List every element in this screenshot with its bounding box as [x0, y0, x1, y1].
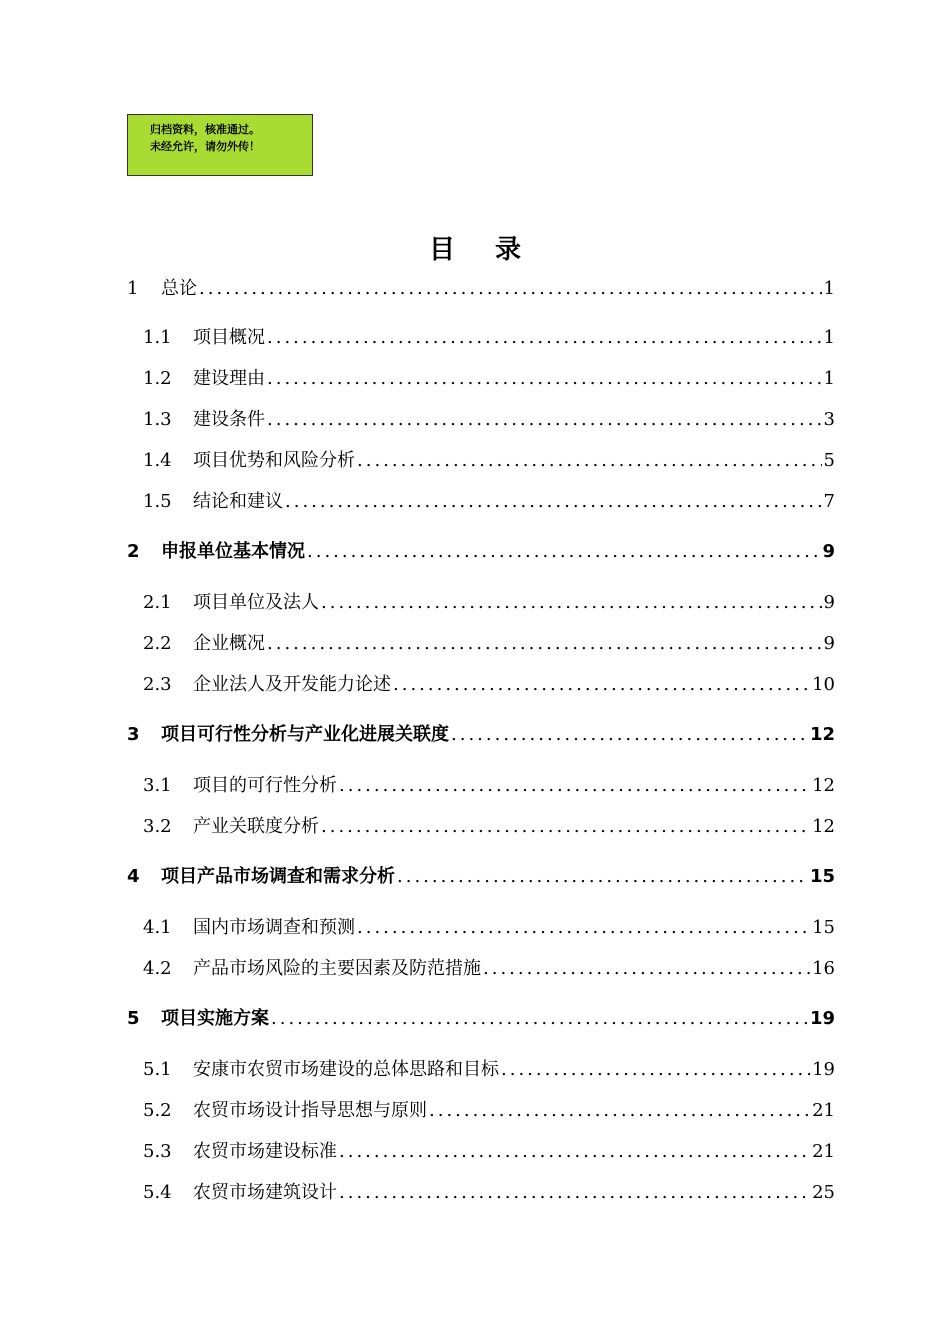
stamp-line-2: 未经允许，请勿外传！: [150, 140, 260, 153]
toc-entry[interactable]: [143, 406, 835, 434]
toc-leader-dots: [307, 538, 820, 566]
toc-entry-title: 安康市农贸市场建设的总体思路和目标: [193, 1059, 499, 1080]
toc-entry[interactable]: [127, 275, 835, 303]
toc-entry[interactable]: [143, 813, 835, 841]
toc-entry-page: 15: [812, 917, 835, 938]
toc-leader-dots: [267, 406, 822, 434]
toc-entry[interactable]: [127, 1005, 835, 1033]
stamp-line-1: 归档资料，核准通过。: [150, 123, 260, 136]
toc-entry-number: 5: [127, 1008, 140, 1029]
toc-entry[interactable]: [143, 324, 835, 352]
toc-entry[interactable]: [143, 1097, 835, 1125]
toc-entry-number: 2.2: [143, 633, 172, 654]
toc-entry-title: 企业概况: [193, 633, 265, 654]
toc-entry-number: 4: [127, 866, 140, 887]
toc-entry-title: 农贸市场设计指导思想与原则: [193, 1100, 427, 1121]
toc-leader-dots: [339, 1138, 810, 1166]
toc-entry-number: 2.3: [143, 674, 172, 695]
toc-entry-number: 5.3: [143, 1141, 172, 1162]
toc-entry-number: 1.2: [143, 368, 172, 389]
toc-entry[interactable]: [143, 447, 835, 475]
toc-entry-page: 1: [823, 368, 835, 389]
toc-entry-title: 项目可行性分析与产业化进展关联度: [161, 724, 449, 745]
toc-leader-dots: [397, 863, 808, 891]
toc-entry-title: 项目单位及法人: [193, 592, 319, 613]
toc-entry-title: 产品市场风险的主要因素及防范措施: [193, 958, 481, 979]
toc-entry-number: 5.1: [143, 1059, 172, 1080]
toc-entry[interactable]: [143, 671, 835, 699]
toc-entry-page: 7: [823, 491, 835, 512]
toc-entry[interactable]: [143, 630, 835, 658]
toc-entry-page: 1: [823, 278, 835, 299]
toc-entry-page: 21: [812, 1141, 835, 1162]
toc-entry[interactable]: [143, 914, 835, 942]
toc-entry-number: 1.1: [143, 327, 172, 348]
toc-entry-number: 5.2: [143, 1100, 172, 1121]
toc-leader-dots: [357, 447, 822, 475]
toc-entry-number: 5.4: [143, 1182, 172, 1203]
toc-leader-dots: [321, 589, 822, 617]
toc-leader-dots: [451, 721, 808, 749]
toc-entry-page: 25: [812, 1182, 835, 1203]
archive-stamp: [127, 114, 313, 176]
toc-entry[interactable]: [143, 1056, 835, 1084]
toc-entry[interactable]: [143, 488, 835, 516]
toc-leader-dots: [267, 365, 822, 393]
toc-entry[interactable]: [127, 538, 835, 566]
toc-entry-number: 3.1: [143, 775, 172, 796]
toc-leader-dots: [339, 1179, 810, 1207]
toc-entry-title: 项目优势和风险分析: [193, 450, 355, 471]
toc-entry-page: 16: [812, 958, 835, 979]
toc-entry[interactable]: [143, 1179, 835, 1207]
toc-leader-dots: [321, 813, 810, 841]
toc-entry-title: 农贸市场建设标准: [193, 1141, 337, 1162]
toc-entry[interactable]: [127, 863, 835, 891]
toc-entry-title: 项目概况: [193, 327, 265, 348]
toc-entry-page: 9: [823, 633, 835, 654]
toc-leader-dots: [501, 1056, 810, 1084]
toc-leader-dots: [339, 772, 810, 800]
toc-entry-number: 4.2: [143, 958, 172, 979]
toc-leader-dots: [271, 1005, 808, 1033]
toc-entry-page: 12: [812, 816, 835, 837]
toc-entry-page: 9: [822, 541, 835, 562]
toc-leader-dots: [393, 671, 810, 699]
toc-entry-title: 企业法人及开发能力论述: [193, 674, 391, 695]
toc-entry-title: 国内市场调查和预测: [193, 917, 355, 938]
toc-entry-page: 12: [809, 724, 835, 745]
toc-entry-title: 结论和建议: [193, 491, 283, 512]
toc-entry-number: 1: [127, 278, 139, 299]
toc-leader-dots: [267, 630, 822, 658]
toc-entry-title: 申报单位基本情况: [161, 541, 305, 562]
toc-entry-page: 5: [823, 450, 835, 471]
toc-entry[interactable]: [143, 1138, 835, 1166]
toc-leader-dots: [429, 1097, 810, 1125]
toc-entry[interactable]: [127, 721, 835, 749]
toc-entry-number: 3.2: [143, 816, 172, 837]
toc-leader-dots: [285, 488, 822, 516]
toc-title: 目录: [428, 235, 561, 265]
toc-entry-page: 19: [812, 1059, 835, 1080]
toc-entry-number: 2.1: [143, 592, 172, 613]
toc-entry-title: 项目实施方案: [161, 1008, 269, 1029]
toc-entry-page: 9: [823, 592, 835, 613]
toc-entry-title: 建设条件: [193, 409, 265, 430]
toc-entry-title: 建设理由: [193, 368, 265, 389]
toc-entry-page: 21: [812, 1100, 835, 1121]
toc-entry-number: 1.4: [143, 450, 172, 471]
toc-entry[interactable]: [143, 772, 835, 800]
toc-entry-title: 总论: [161, 278, 197, 299]
toc-entry-number: 2: [127, 541, 140, 562]
toc-entry[interactable]: [143, 365, 835, 393]
toc-leader-dots: [199, 275, 822, 303]
toc-entry-number: 3: [127, 724, 140, 745]
toc-entry-page: 19: [809, 1008, 835, 1029]
toc-entry-title: 项目的可行性分析: [193, 775, 337, 796]
toc-entry-number: 4.1: [143, 917, 172, 938]
toc-entry[interactable]: [143, 955, 835, 983]
toc-leader-dots: [267, 324, 822, 352]
toc-entry-page: 10: [812, 674, 835, 695]
toc-entry-page: 15: [809, 866, 835, 887]
toc-entry-title: 农贸市场建筑设计: [193, 1182, 337, 1203]
toc-leader-dots: [483, 955, 810, 983]
toc-entry-number: 1.3: [143, 409, 172, 430]
toc-leader-dots: [357, 914, 810, 942]
toc-entry-title: 项目产品市场调查和需求分析: [161, 866, 395, 887]
toc-entry-page: 1: [823, 327, 835, 348]
toc-entry-title: 产业关联度分析: [193, 816, 319, 837]
toc-entry-page: 3: [823, 409, 835, 430]
toc-entry-page: 12: [812, 775, 835, 796]
toc-entry[interactable]: [143, 589, 835, 617]
toc-entry-number: 1.5: [143, 491, 172, 512]
